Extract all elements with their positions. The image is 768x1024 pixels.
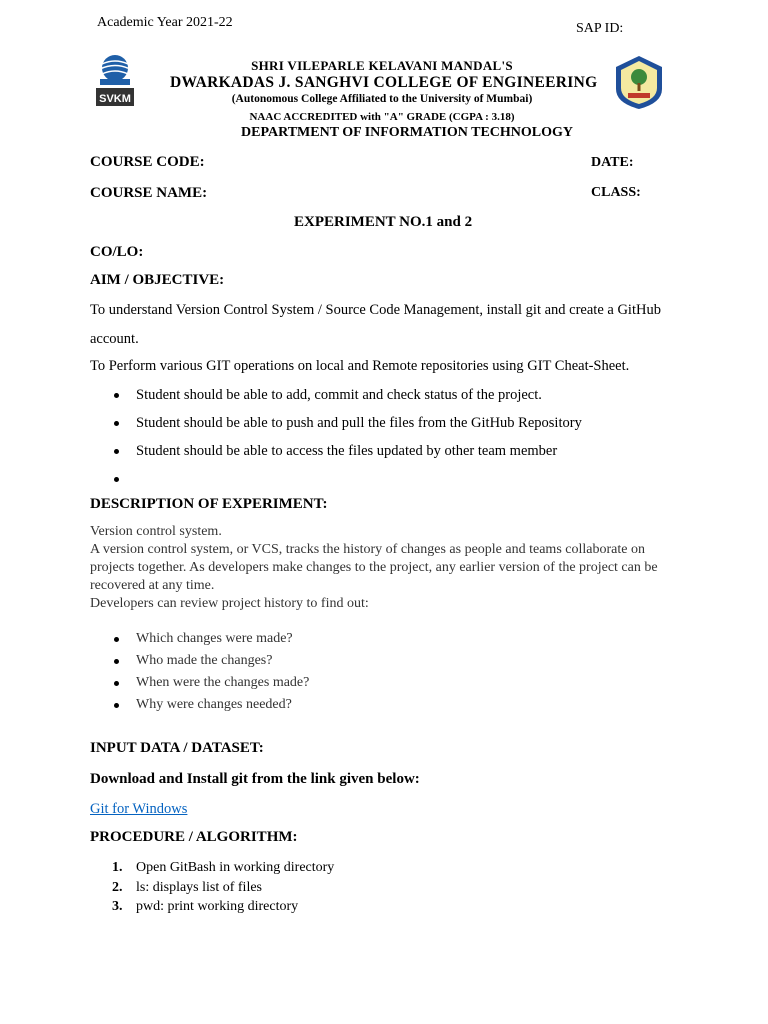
description-p1: Version control system. xyxy=(90,524,222,539)
list-item: Who made the changes? xyxy=(90,652,309,674)
course-code-label: COURSE CODE: xyxy=(90,154,205,170)
input-heading: INPUT DATA / DATASET: xyxy=(90,740,264,756)
list-item xyxy=(90,469,582,497)
step-number: 2. xyxy=(112,879,123,895)
svkm-logo xyxy=(90,52,140,112)
svkm-logo-text: SVKM xyxy=(99,93,131,105)
accreditation: NAAC ACCREDITED with "A" GRADE (CGPA : 3.18) xyxy=(249,111,515,123)
list-item: Which changes were made? xyxy=(90,630,309,652)
procedure-heading: PROCEDURE / ALGORITHM: xyxy=(90,829,298,845)
list-item: Why were changes needed? xyxy=(90,696,309,718)
department-name: DEPARTMENT OF INFORMATION TECHNOLOGY xyxy=(241,125,574,140)
step-number: 1. xyxy=(112,860,123,875)
class-label: CLASS: xyxy=(591,185,641,200)
aim-line-1: To understand Version Control System / Source Code Management, install git and create a GitHub xyxy=(90,302,661,318)
date-label: DATE: xyxy=(591,155,634,170)
download-instruction: Download and Install git from the link given below: xyxy=(90,771,420,787)
affiliation: (Autonomous College Affiliated to the University of Mumbai) xyxy=(231,93,533,105)
aim-line-1b: account. xyxy=(90,331,139,347)
procedure-list xyxy=(90,859,334,918)
society-name: SHRI VILEPARLE KELAVANI MANDAL'S xyxy=(251,58,513,73)
description-p3: Developers can review project history to find out: xyxy=(90,596,369,611)
list-item xyxy=(90,898,334,918)
sap-id-label: SAP ID: xyxy=(576,21,624,36)
step-number: 3. xyxy=(112,899,123,914)
list-item: Student should be able to push and pull the files from the GitHub Repository xyxy=(90,413,582,441)
git-for-windows-link[interactable]: Git for Windows xyxy=(90,801,188,817)
list-item: When were the changes made? xyxy=(90,674,309,696)
list-item xyxy=(90,859,334,879)
college-name: DWARKADAS J. SANGHVI COLLEGE OF ENGINEERING xyxy=(170,74,598,91)
college-header xyxy=(170,58,598,124)
course-name-label: COURSE NAME: xyxy=(90,185,208,201)
step-text: Open GitBash in working directory xyxy=(136,860,335,875)
experiment-title: EXPERIMENT NO.1 and 2 xyxy=(294,214,473,230)
colo-label: CO/LO: xyxy=(90,244,144,260)
aim-heading: AIM / OBJECTIVE: xyxy=(90,272,225,288)
list-item: Student should be able to access the files updated by other team member xyxy=(90,441,582,469)
college-emblem xyxy=(610,53,668,111)
description-body xyxy=(90,523,690,613)
step-text: ls: displays list of files xyxy=(136,879,262,895)
step-text: pwd: print working directory xyxy=(136,899,299,914)
list-item: Student should be able to add, commit and check status of the project. xyxy=(90,385,582,413)
academic-year: Academic Year 2021-22 xyxy=(97,15,233,30)
description-p2: A version control system, or VCS, tracks the history of changes as people and teams collaborate on projects together. As developers make changes to the project, any earlier version of the project can be recovered at any time. xyxy=(90,542,658,593)
description-heading: DESCRIPTION OF EXPERIMENT: xyxy=(90,496,328,512)
aim-bullet-list xyxy=(90,385,582,497)
list-item xyxy=(90,879,334,899)
description-bullet-list xyxy=(90,630,309,718)
aim-line-2: To Perform various GIT operations on local and Remote repositories using GIT Cheat-Sheet. xyxy=(90,358,630,374)
